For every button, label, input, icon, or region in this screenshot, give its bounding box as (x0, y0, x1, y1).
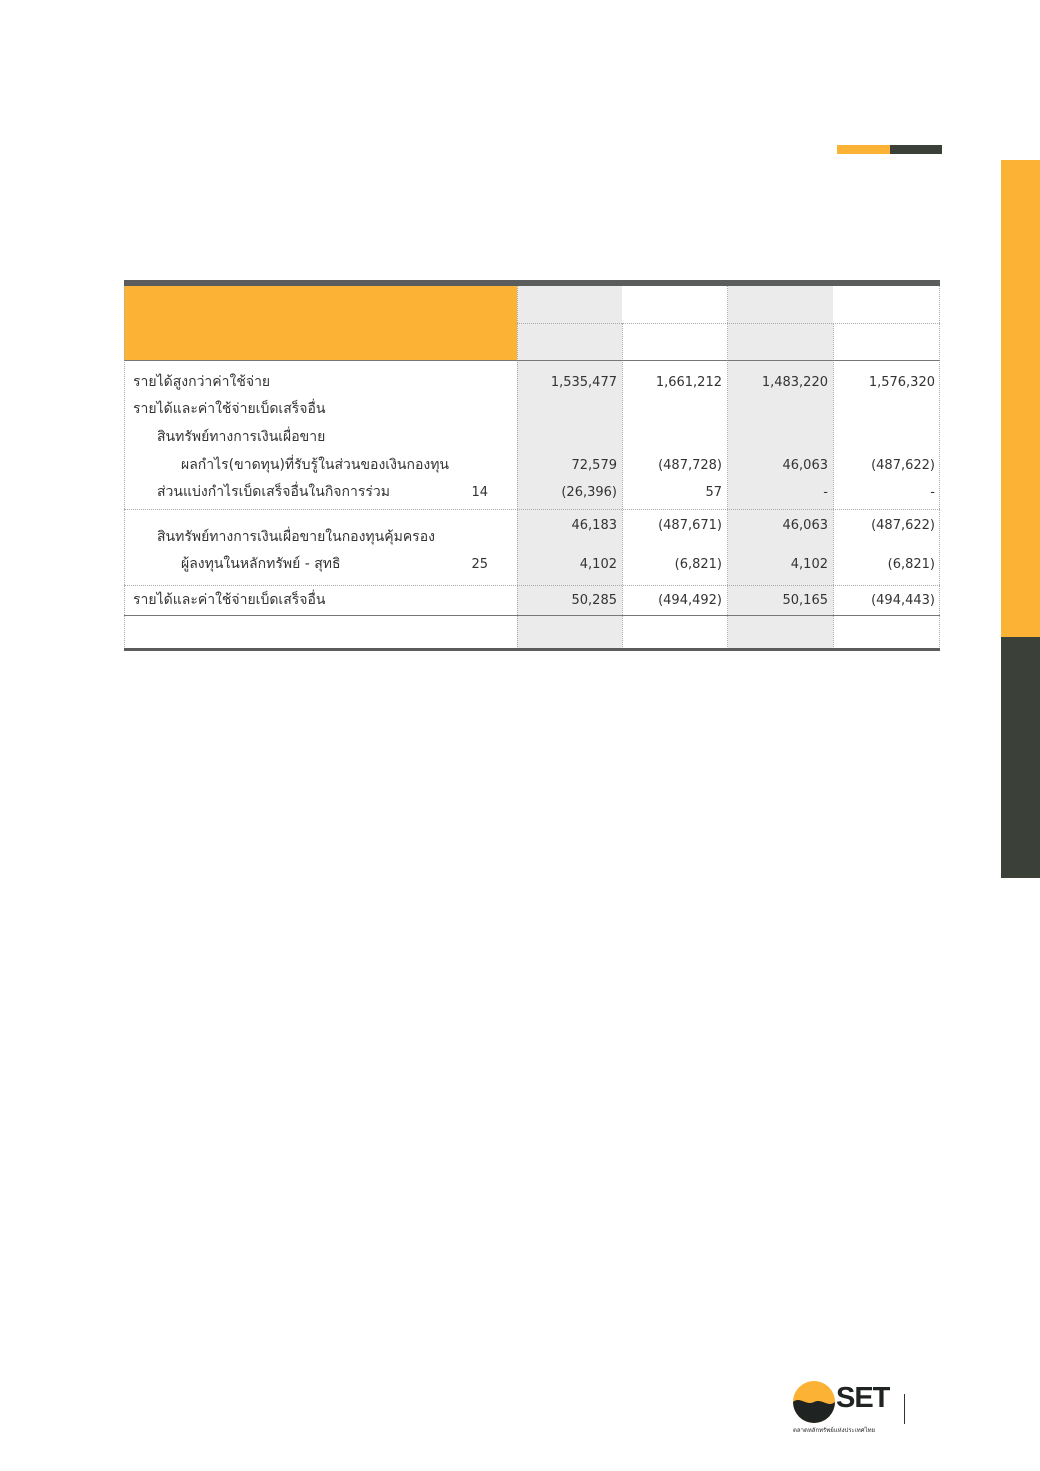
row-value: 72,579 (571, 458, 617, 473)
set-logo-icon (792, 1380, 836, 1424)
row-label: ส่วนแบ่งกำไรเบ็ดเสร็จอื่นในกิจการร่วม (157, 484, 390, 500)
row-value: 4,102 (579, 557, 617, 572)
logo-divider (904, 1394, 905, 1424)
row-value: (487,622) (871, 518, 935, 533)
header-accent-dark (890, 145, 942, 154)
note-ref: 25 (471, 557, 488, 572)
grid-line (939, 286, 940, 649)
row-label: สินทรัพย์ทางการเงินเผื่อขาย (157, 429, 326, 445)
header-bottom-rule (124, 360, 940, 361)
financial-table (124, 280, 940, 652)
row-value: (494,492) (658, 593, 722, 608)
row-value: 1,483,220 (761, 375, 828, 390)
grid-line (833, 323, 834, 649)
row-value: (26,396) (561, 485, 617, 500)
side-tab-dark (1001, 637, 1040, 878)
grid-line (124, 585, 940, 586)
row-label: ผู้ลงทุนในหลักทรัพย์ - สุทธิ (181, 556, 341, 572)
logo-subtitle: ตลาดหลักทรัพย์แห่งประเทศไทย (793, 1427, 876, 1434)
row-label: สินทรัพย์ทางการเงินเผื่อขายในกองทุนคุ้มครอง (157, 529, 435, 545)
row-value: 1,661,212 (655, 375, 722, 390)
row-value: (6,821) (674, 557, 722, 572)
row-value: 1,535,477 (550, 375, 617, 390)
logo-wordmark: SET (836, 1382, 890, 1414)
row-value: 50,165 (782, 593, 828, 608)
row-value: - (823, 485, 828, 500)
row-value: 46,183 (571, 518, 617, 533)
row-value: (487,671) (658, 518, 722, 533)
row-value: - (930, 485, 935, 500)
grid-line (517, 323, 940, 324)
row-value: 50,285 (571, 593, 617, 608)
row-value: 46,063 (782, 518, 828, 533)
row-label: รายได้สูงกว่าค่าใช้จ่าย (133, 374, 271, 390)
note-ref: 14 (471, 485, 488, 500)
total-rule (124, 615, 940, 616)
table-header-label-cell (124, 286, 517, 361)
grid-line (124, 286, 125, 649)
row-value: 4,102 (790, 557, 828, 572)
row-value: 46,063 (782, 458, 828, 473)
set-logo (792, 1376, 912, 1436)
row-value: (487,728) (658, 458, 722, 473)
row-value: 1,576,320 (868, 375, 935, 390)
row-label: รายได้และค่าใช้จ่ายเบ็ดเสร็จอื่น (133, 592, 326, 608)
row-label: รายได้และค่าใช้จ่ายเบ็ดเสร็จอื่น (133, 401, 326, 417)
side-tab-yellow (1001, 160, 1040, 637)
grid-line (124, 509, 940, 510)
row-value: 57 (705, 485, 722, 500)
row-label: ผลกำไร(ขาดทุน)ที่รับรู้ในส่วนของเงินกองทุน (181, 457, 449, 473)
row-value: (6,821) (887, 557, 935, 572)
row-value: (487,622) (871, 458, 935, 473)
table-bottom-rule (124, 648, 940, 651)
header-accent-yellow (837, 145, 890, 154)
row-value: (494,443) (871, 593, 935, 608)
